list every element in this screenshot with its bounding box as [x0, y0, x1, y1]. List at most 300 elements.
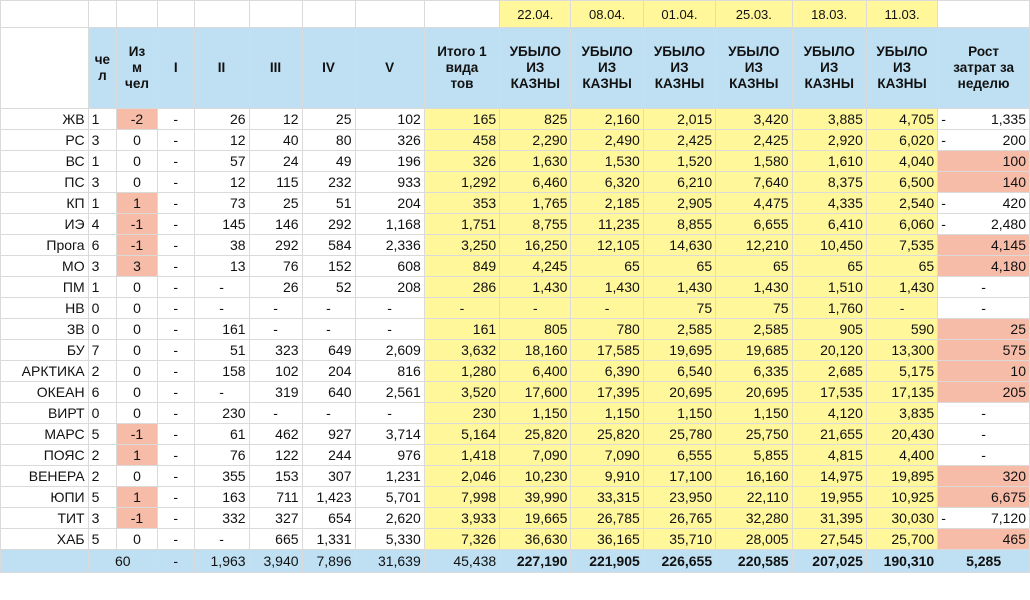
growth-cell[interactable]: 320 [938, 466, 1030, 487]
row-name-cell[interactable]: НВ [1, 298, 89, 319]
people-cell[interactable]: 3 [88, 172, 117, 193]
header-growth[interactable]: Рост затрат за неделю [938, 28, 1030, 109]
people-cell[interactable]: 5 [88, 424, 117, 445]
weekly-lost-cell[interactable]: 6,555 [643, 445, 715, 466]
lvl5-cell[interactable]: 1,168 [355, 214, 424, 235]
people-cell[interactable]: 2 [88, 445, 117, 466]
change-cell[interactable]: 0 [117, 361, 158, 382]
header-lvl4[interactable]: IV [302, 28, 355, 109]
weekly-lost-cell[interactable]: 2,585 [716, 319, 792, 340]
row-name-cell[interactable]: БУ [1, 340, 89, 361]
total-one-cell[interactable]: 7,326 [424, 529, 499, 550]
weekly-lost-cell[interactable]: 3,885 [792, 109, 866, 130]
row-name-cell[interactable]: РС [1, 130, 89, 151]
weekly-lost-cell[interactable]: 4,335 [792, 193, 866, 214]
growth-cell[interactable] [938, 508, 1030, 529]
weekly-lost-cell[interactable]: 7,090 [500, 445, 571, 466]
change-cell[interactable]: 0 [117, 529, 158, 550]
weekly-lost-cell[interactable]: 12,105 [571, 235, 643, 256]
empty-cell[interactable] [194, 1, 249, 28]
weekly-lost-cell[interactable]: 2,905 [643, 193, 715, 214]
growth-cell[interactable] [938, 214, 1030, 235]
weekly-lost-cell[interactable]: 75 [643, 298, 715, 319]
total-one-cell[interactable]: 286 [424, 277, 499, 298]
weekly-lost-cell[interactable]: 7,090 [571, 445, 643, 466]
lvl1-cell[interactable]: - [157, 466, 194, 487]
lvl5-cell[interactable]: 204 [355, 193, 424, 214]
lvl2-cell[interactable]: 161 [194, 319, 249, 340]
lvl3-cell[interactable]: - [249, 298, 302, 319]
total-lvl3-cell[interactable]: 3,940 [249, 550, 302, 573]
total-one-cell[interactable]: 230 [424, 403, 499, 424]
growth-cell[interactable]: 140 [938, 172, 1030, 193]
total-people-cell[interactable]: 60 [88, 550, 157, 573]
row-name-cell[interactable]: ЮПИ [1, 487, 89, 508]
header-lost[interactable]: УБЫЛО ИЗ КАЗНЫ [571, 28, 643, 109]
change-cell[interactable]: -1 [117, 235, 158, 256]
lvl5-cell[interactable]: 3,714 [355, 424, 424, 445]
weekly-lost-cell[interactable]: 1,510 [792, 277, 866, 298]
people-cell[interactable]: 1 [88, 151, 117, 172]
weekly-lost-cell[interactable]: 3,420 [716, 109, 792, 130]
total-lvl2-cell[interactable]: 1,963 [194, 550, 249, 573]
weekly-lost-cell[interactable]: 25,820 [500, 424, 571, 445]
empty-cell[interactable] [1, 1, 89, 28]
total-weekly-cell[interactable]: 226,655 [643, 550, 715, 573]
growth-cell[interactable]: 10 [938, 361, 1030, 382]
weekly-lost-cell[interactable]: 2,585 [643, 319, 715, 340]
lvl1-cell[interactable]: - [157, 487, 194, 508]
lvl5-cell[interactable]: 608 [355, 256, 424, 277]
weekly-lost-cell[interactable]: 4,705 [866, 109, 937, 130]
change-cell[interactable]: -1 [117, 508, 158, 529]
row-name-cell[interactable]: ПМ [1, 277, 89, 298]
row-name-cell[interactable]: ЖВ [1, 109, 89, 130]
growth-cell[interactable] [938, 193, 1030, 214]
change-cell[interactable]: -2 [117, 109, 158, 130]
weekly-lost-cell[interactable]: 25,750 [716, 424, 792, 445]
lvl3-cell[interactable]: 76 [249, 256, 302, 277]
weekly-lost-cell[interactable]: 12,210 [716, 235, 792, 256]
weekly-lost-cell[interactable]: 9,910 [571, 466, 643, 487]
lvl3-cell[interactable]: - [249, 319, 302, 340]
lvl4-cell[interactable]: 25 [302, 109, 355, 130]
lvl1-cell[interactable]: - [157, 424, 194, 445]
total-growth-cell[interactable]: 5,285 [938, 550, 1030, 573]
weekly-lost-cell[interactable]: 590 [866, 319, 937, 340]
weekly-lost-cell[interactable]: 16,250 [500, 235, 571, 256]
lvl4-cell[interactable]: 640 [302, 382, 355, 403]
change-cell[interactable]: 0 [117, 403, 158, 424]
change-cell[interactable]: -1 [117, 214, 158, 235]
people-cell[interactable]: 0 [88, 298, 117, 319]
weekly-lost-cell[interactable]: 75 [716, 298, 792, 319]
weekly-lost-cell[interactable]: 28,005 [716, 529, 792, 550]
total-one-cell[interactable]: 161 [424, 319, 499, 340]
lvl1-cell[interactable]: - [157, 235, 194, 256]
change-cell[interactable]: 0 [117, 172, 158, 193]
weekly-lost-cell[interactable]: 19,955 [792, 487, 866, 508]
lvl5-cell[interactable]: 933 [355, 172, 424, 193]
weekly-lost-cell[interactable]: 65 [866, 256, 937, 277]
total-one-cell[interactable]: 1,751 [424, 214, 499, 235]
lvl2-cell[interactable]: - [194, 382, 249, 403]
lvl4-cell[interactable]: 80 [302, 130, 355, 151]
date-header-cell[interactable]: 11.03. [866, 1, 937, 28]
row-name-cell[interactable]: ТИТ [1, 508, 89, 529]
lvl1-cell[interactable]: - [157, 445, 194, 466]
lvl5-cell[interactable]: - [355, 319, 424, 340]
weekly-lost-cell[interactable]: 19,695 [643, 340, 715, 361]
lvl2-cell[interactable]: 145 [194, 214, 249, 235]
weekly-lost-cell[interactable]: 7,640 [716, 172, 792, 193]
lvl4-cell[interactable]: 927 [302, 424, 355, 445]
date-header-cell[interactable]: 22.04. [500, 1, 571, 28]
empty-cell[interactable] [117, 1, 158, 28]
lvl2-cell[interactable]: - [194, 529, 249, 550]
empty-cell[interactable] [88, 1, 117, 28]
lvl1-cell[interactable]: - [157, 109, 194, 130]
weekly-lost-cell[interactable]: 7,535 [866, 235, 937, 256]
people-cell[interactable]: 3 [88, 130, 117, 151]
weekly-lost-cell[interactable]: 31,395 [792, 508, 866, 529]
weekly-lost-cell[interactable]: - [866, 298, 937, 319]
header-people[interactable]: че л [88, 28, 117, 109]
weekly-lost-cell[interactable]: 6,020 [866, 130, 937, 151]
lvl5-cell[interactable]: 102 [355, 109, 424, 130]
weekly-lost-cell[interactable]: 65 [571, 256, 643, 277]
lvl4-cell[interactable]: 649 [302, 340, 355, 361]
weekly-lost-cell[interactable]: 16,160 [716, 466, 792, 487]
weekly-lost-cell[interactable]: - [500, 298, 571, 319]
weekly-lost-cell[interactable]: 10,230 [500, 466, 571, 487]
weekly-lost-cell[interactable]: 21,655 [792, 424, 866, 445]
lvl4-cell[interactable]: 1,331 [302, 529, 355, 550]
change-cell[interactable]: 0 [117, 340, 158, 361]
total-one-cell[interactable]: 5,164 [424, 424, 499, 445]
weekly-lost-cell[interactable]: 4,120 [792, 403, 866, 424]
lvl4-cell[interactable]: - [302, 319, 355, 340]
lvl1-cell[interactable]: - [157, 172, 194, 193]
total-one-cell[interactable]: 458 [424, 130, 499, 151]
total-weekly-cell[interactable]: 221,905 [571, 550, 643, 573]
weekly-lost-cell[interactable]: 1,150 [571, 403, 643, 424]
change-cell[interactable]: 0 [117, 466, 158, 487]
total-one-cell[interactable]: 353 [424, 193, 499, 214]
total-lvl1-cell[interactable]: - [157, 550, 194, 573]
header-total-one[interactable]: Итого 1 вида тов [424, 28, 499, 109]
growth-cell[interactable]: - [938, 445, 1030, 466]
header-lvl3[interactable]: III [249, 28, 302, 109]
weekly-lost-cell[interactable]: 11,235 [571, 214, 643, 235]
weekly-lost-cell[interactable]: 20,120 [792, 340, 866, 361]
weekly-lost-cell[interactable]: 65 [716, 256, 792, 277]
growth-cell[interactable] [938, 109, 1030, 130]
lvl1-cell[interactable]: - [157, 403, 194, 424]
lvl5-cell[interactable]: 196 [355, 151, 424, 172]
weekly-lost-cell[interactable]: 6,335 [716, 361, 792, 382]
weekly-lost-cell[interactable]: 6,460 [500, 172, 571, 193]
weekly-lost-cell[interactable]: 1,530 [571, 151, 643, 172]
weekly-lost-cell[interactable]: 20,695 [643, 382, 715, 403]
lvl4-cell[interactable]: 244 [302, 445, 355, 466]
weekly-lost-cell[interactable]: 13,300 [866, 340, 937, 361]
total-one-cell[interactable]: - [424, 298, 499, 319]
weekly-lost-cell[interactable]: 6,400 [500, 361, 571, 382]
growth-cell[interactable]: - [938, 298, 1030, 319]
weekly-lost-cell[interactable]: 65 [643, 256, 715, 277]
row-name-cell[interactable]: КП [1, 193, 89, 214]
weekly-lost-cell[interactable]: 17,395 [571, 382, 643, 403]
people-cell[interactable]: 5 [88, 529, 117, 550]
weekly-lost-cell[interactable]: 1,150 [643, 403, 715, 424]
row-name-cell[interactable]: ПОЯС [1, 445, 89, 466]
header-lost[interactable]: УБЫЛО ИЗ КАЗНЫ [866, 28, 937, 109]
weekly-lost-cell[interactable]: 1,430 [866, 277, 937, 298]
weekly-lost-cell[interactable]: 6,655 [716, 214, 792, 235]
change-cell[interactable]: 0 [117, 382, 158, 403]
lvl4-cell[interactable]: 292 [302, 214, 355, 235]
lvl2-cell[interactable]: 26 [194, 109, 249, 130]
lvl2-cell[interactable]: 76 [194, 445, 249, 466]
header-lost[interactable]: УБЫЛО ИЗ КАЗНЫ [716, 28, 792, 109]
row-name-cell[interactable]: Прога [1, 235, 89, 256]
weekly-lost-cell[interactable]: 20,695 [716, 382, 792, 403]
weekly-lost-cell[interactable]: 27,545 [792, 529, 866, 550]
weekly-lost-cell[interactable]: 1,150 [500, 403, 571, 424]
lvl1-cell[interactable]: - [157, 277, 194, 298]
empty-cell[interactable] [355, 1, 424, 28]
lvl1-cell[interactable]: - [157, 508, 194, 529]
people-cell[interactable]: 6 [88, 235, 117, 256]
people-cell[interactable]: 6 [88, 382, 117, 403]
people-cell[interactable]: 2 [88, 361, 117, 382]
row-name-cell[interactable]: АРКТИКА [1, 361, 89, 382]
lvl3-cell[interactable]: 292 [249, 235, 302, 256]
lvl2-cell[interactable]: 332 [194, 508, 249, 529]
lvl3-cell[interactable]: 122 [249, 445, 302, 466]
lvl5-cell[interactable]: 326 [355, 130, 424, 151]
weekly-lost-cell[interactable]: 905 [792, 319, 866, 340]
weekly-lost-cell[interactable]: 5,855 [716, 445, 792, 466]
total-one-cell[interactable]: 1,280 [424, 361, 499, 382]
weekly-lost-cell[interactable]: 17,135 [866, 382, 937, 403]
lvl5-cell[interactable]: 816 [355, 361, 424, 382]
lvl5-cell[interactable]: 2,561 [355, 382, 424, 403]
lvl2-cell[interactable]: 158 [194, 361, 249, 382]
growth-cell[interactable]: 4,145 [938, 235, 1030, 256]
lvl4-cell[interactable]: 1,423 [302, 487, 355, 508]
weekly-lost-cell[interactable]: 8,375 [792, 172, 866, 193]
growth-cell[interactable]: - [938, 277, 1030, 298]
lvl1-cell[interactable]: - [157, 319, 194, 340]
people-cell[interactable]: 1 [88, 109, 117, 130]
change-cell[interactable]: 0 [117, 130, 158, 151]
lvl5-cell[interactable]: 976 [355, 445, 424, 466]
weekly-lost-cell[interactable]: 6,060 [866, 214, 937, 235]
date-header-cell[interactable]: 01.04. [643, 1, 715, 28]
change-cell[interactable]: 0 [117, 319, 158, 340]
people-cell[interactable]: 0 [88, 403, 117, 424]
change-cell[interactable]: 0 [117, 277, 158, 298]
weekly-lost-cell[interactable]: 25,700 [866, 529, 937, 550]
header-lvl5[interactable]: V [355, 28, 424, 109]
row-name-cell[interactable]: ЗВ [1, 319, 89, 340]
weekly-lost-cell[interactable]: 4,475 [716, 193, 792, 214]
weekly-lost-cell[interactable]: 4,815 [792, 445, 866, 466]
lvl2-cell[interactable]: 73 [194, 193, 249, 214]
lvl1-cell[interactable]: - [157, 193, 194, 214]
empty-cell[interactable] [938, 1, 1030, 28]
weekly-lost-cell[interactable]: 17,600 [500, 382, 571, 403]
weekly-lost-cell[interactable]: 14,630 [643, 235, 715, 256]
weekly-lost-cell[interactable]: 4,040 [866, 151, 937, 172]
empty-cell[interactable] [249, 1, 302, 28]
lvl1-cell[interactable]: - [157, 529, 194, 550]
lvl2-cell[interactable]: 57 [194, 151, 249, 172]
header-change[interactable]: Из м чел [117, 28, 158, 109]
lvl4-cell[interactable]: 52 [302, 277, 355, 298]
date-header-cell[interactable]: 08.04. [571, 1, 643, 28]
people-cell[interactable]: 2 [88, 466, 117, 487]
total-weekly-cell[interactable]: 190,310 [866, 550, 937, 573]
weekly-lost-cell[interactable]: 2,425 [643, 130, 715, 151]
lvl5-cell[interactable]: - [355, 403, 424, 424]
weekly-lost-cell[interactable]: 23,950 [643, 487, 715, 508]
empty-cell[interactable] [1, 550, 89, 573]
lvl4-cell[interactable]: 204 [302, 361, 355, 382]
weekly-lost-cell[interactable]: 17,585 [571, 340, 643, 361]
weekly-lost-cell[interactable]: 6,210 [643, 172, 715, 193]
weekly-lost-cell[interactable]: 6,500 [866, 172, 937, 193]
weekly-lost-cell[interactable]: 8,855 [643, 214, 715, 235]
total-one-cell[interactable]: 7,998 [424, 487, 499, 508]
weekly-lost-cell[interactable]: 2,015 [643, 109, 715, 130]
lvl4-cell[interactable]: - [302, 298, 355, 319]
lvl3-cell[interactable]: 146 [249, 214, 302, 235]
weekly-lost-cell[interactable]: 26,765 [643, 508, 715, 529]
change-cell[interactable]: 1 [117, 445, 158, 466]
lvl1-cell[interactable]: - [157, 256, 194, 277]
empty-cell[interactable] [1, 28, 89, 109]
weekly-lost-cell[interactable]: 1,150 [716, 403, 792, 424]
empty-cell[interactable] [157, 1, 194, 28]
people-cell[interactable]: 4 [88, 214, 117, 235]
weekly-lost-cell[interactable]: 25,780 [643, 424, 715, 445]
weekly-lost-cell[interactable]: 1,765 [500, 193, 571, 214]
people-cell[interactable]: 3 [88, 256, 117, 277]
weekly-lost-cell[interactable]: 2,290 [500, 130, 571, 151]
row-name-cell[interactable]: ИЭ [1, 214, 89, 235]
people-cell[interactable]: 0 [88, 319, 117, 340]
lvl4-cell[interactable]: 654 [302, 508, 355, 529]
lvl5-cell[interactable]: 5,330 [355, 529, 424, 550]
total-one-cell[interactable]: 1,418 [424, 445, 499, 466]
total-one-cell[interactable]: 326 [424, 151, 499, 172]
lvl2-cell[interactable]: 163 [194, 487, 249, 508]
change-cell[interactable]: 1 [117, 193, 158, 214]
weekly-lost-cell[interactable]: 8,755 [500, 214, 571, 235]
weekly-lost-cell[interactable]: 4,245 [500, 256, 571, 277]
weekly-lost-cell[interactable]: 2,160 [571, 109, 643, 130]
lvl5-cell[interactable]: 1,231 [355, 466, 424, 487]
growth-cell[interactable]: 205 [938, 382, 1030, 403]
lvl2-cell[interactable]: 355 [194, 466, 249, 487]
lvl1-cell[interactable]: - [157, 151, 194, 172]
growth-cell[interactable] [938, 130, 1030, 151]
lvl3-cell[interactable]: 462 [249, 424, 302, 445]
lvl4-cell[interactable]: 51 [302, 193, 355, 214]
lvl1-cell[interactable]: - [157, 298, 194, 319]
lvl3-cell[interactable]: 323 [249, 340, 302, 361]
weekly-lost-cell[interactable]: 1,430 [571, 277, 643, 298]
weekly-lost-cell[interactable]: 2,920 [792, 130, 866, 151]
row-name-cell[interactable]: ВИРТ [1, 403, 89, 424]
weekly-lost-cell[interactable]: 5,175 [866, 361, 937, 382]
total-one-cell[interactable]: 2,046 [424, 466, 499, 487]
lvl3-cell[interactable]: 665 [249, 529, 302, 550]
weekly-lost-cell[interactable]: 10,925 [866, 487, 937, 508]
lvl2-cell[interactable]: 230 [194, 403, 249, 424]
weekly-lost-cell[interactable]: 1,580 [716, 151, 792, 172]
weekly-lost-cell[interactable]: 14,975 [792, 466, 866, 487]
weekly-lost-cell[interactable]: 22,110 [716, 487, 792, 508]
empty-cell[interactable] [424, 1, 499, 28]
weekly-lost-cell[interactable]: 805 [500, 319, 571, 340]
growth-cell[interactable]: 465 [938, 529, 1030, 550]
weekly-lost-cell[interactable]: 1,430 [716, 277, 792, 298]
lvl4-cell[interactable]: 49 [302, 151, 355, 172]
total-one-cell[interactable]: 1,292 [424, 172, 499, 193]
lvl3-cell[interactable]: - [249, 403, 302, 424]
lvl2-cell[interactable]: 61 [194, 424, 249, 445]
lvl4-cell[interactable]: 152 [302, 256, 355, 277]
weekly-lost-cell[interactable]: 780 [571, 319, 643, 340]
lvl2-cell[interactable]: 12 [194, 172, 249, 193]
weekly-lost-cell[interactable]: 20,430 [866, 424, 937, 445]
weekly-lost-cell[interactable]: 1,630 [500, 151, 571, 172]
row-name-cell[interactable]: ПС [1, 172, 89, 193]
weekly-lost-cell[interactable]: 33,315 [571, 487, 643, 508]
weekly-lost-cell[interactable]: 1,520 [643, 151, 715, 172]
weekly-lost-cell[interactable]: 1,430 [643, 277, 715, 298]
lvl3-cell[interactable]: 319 [249, 382, 302, 403]
date-header-cell[interactable]: 25.03. [716, 1, 792, 28]
weekly-lost-cell[interactable]: 36,630 [500, 529, 571, 550]
total-one-cell[interactable]: 849 [424, 256, 499, 277]
weekly-lost-cell[interactable]: 2,185 [571, 193, 643, 214]
weekly-lost-cell[interactable]: 32,280 [716, 508, 792, 529]
total-lvl5-cell[interactable]: 31,639 [355, 550, 424, 573]
weekly-lost-cell[interactable]: 1,760 [792, 298, 866, 319]
header-lost[interactable]: УБЫЛО ИЗ КАЗНЫ [500, 28, 571, 109]
lvl4-cell[interactable]: - [302, 403, 355, 424]
date-header-cell[interactable]: 18.03. [792, 1, 866, 28]
growth-cell[interactable]: - [938, 424, 1030, 445]
lvl2-cell[interactable]: 12 [194, 130, 249, 151]
weekly-lost-cell[interactable]: 10,450 [792, 235, 866, 256]
total-one-cell[interactable]: 165 [424, 109, 499, 130]
lvl3-cell[interactable]: 40 [249, 130, 302, 151]
weekly-lost-cell[interactable]: 6,390 [571, 361, 643, 382]
lvl3-cell[interactable]: 115 [249, 172, 302, 193]
lvl4-cell[interactable]: 232 [302, 172, 355, 193]
lvl4-cell[interactable]: 307 [302, 466, 355, 487]
people-cell[interactable]: 1 [88, 277, 117, 298]
weekly-lost-cell[interactable]: 1,430 [500, 277, 571, 298]
weekly-lost-cell[interactable]: 6,540 [643, 361, 715, 382]
weekly-lost-cell[interactable]: 6,410 [792, 214, 866, 235]
